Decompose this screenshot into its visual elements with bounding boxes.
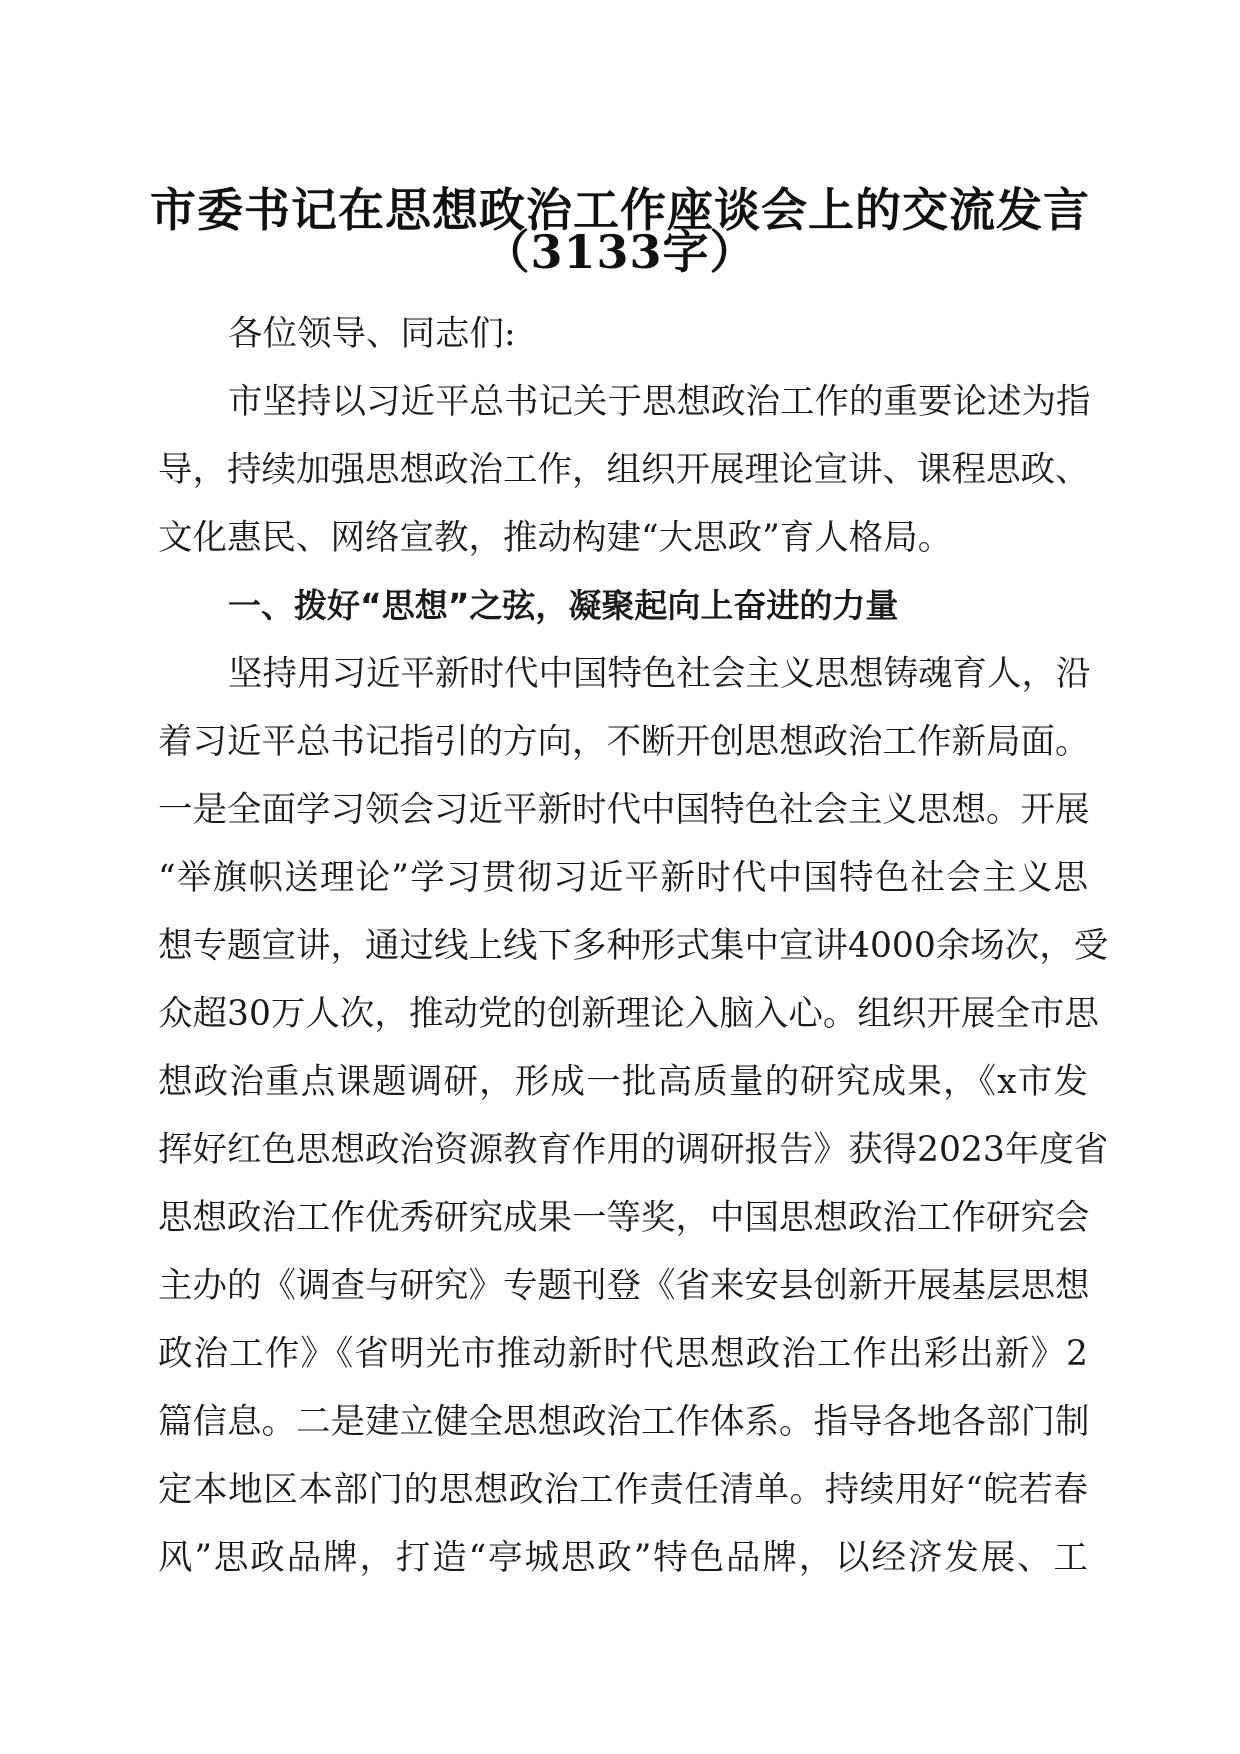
paragraph-line: 政治工作》《省明光市推动新时代思想政治工作出彩出新》2 xyxy=(158,1334,1088,1374)
document-subtitle: （3133字） xyxy=(483,225,757,279)
intro-line: 文化惠民、网络宣教，推动构建“大思政”育人格局。 xyxy=(158,518,953,558)
section-heading: 一、拨好“思想”之弦，凝聚起向上奋进的力量 xyxy=(228,586,899,625)
paragraph-line: 坚持用习近平新时代中国特色社会主义思想铸魂育人，沿 xyxy=(228,654,1091,694)
paragraph-line: 众超30万人次，推动党的创新理论入脑入心。组织开展全市思 xyxy=(158,994,1099,1034)
paragraph-line: 一是全面学习领会习近平新时代中国特色社会主义思想。开展 xyxy=(158,790,1090,830)
paragraph-line: 风”思政品牌，打造“亭城思政”特色品牌，以经济发展、工 xyxy=(158,1538,1088,1578)
paragraph-line: 定本地区本部门的思想政治工作责任清单。持续用好“皖若春 xyxy=(158,1470,1088,1510)
paragraph-line: 挥好红色思想政治资源教育作用的调研报告》获得2023年度省 xyxy=(158,1130,1109,1170)
paragraph-line: 篇信息。二是建立健全思想政治工作体系。指导各地各部门制 xyxy=(158,1402,1090,1442)
paragraph-line: 主办的《调查与研究》专题刊登《省来安县创新开展基层思想 xyxy=(158,1266,1090,1306)
intro-line: 导，持续加强思想政治工作，组织开展理论宣讲、课程思政、 xyxy=(158,450,1090,490)
paragraph-line: “举旗帜送理论”学习贯彻习近平新时代中国特色社会主义思 xyxy=(158,858,1088,898)
document-title: 市委书记在思想政治工作座谈会上的交流发言 xyxy=(150,183,1090,237)
salutation: 各位领导、同志们: xyxy=(228,314,516,354)
paragraph-line: 着习近平总书记指引的方向，不断开创思想政治工作新局面。 xyxy=(158,722,1090,762)
paragraph-line: 思想政治工作优秀研究成果一等奖，中国思想政治工作研究会 xyxy=(158,1198,1090,1238)
paragraph-line: 想专题宣讲，通过线上线下多种形式集中宣讲4000余场次，受 xyxy=(158,926,1109,966)
intro-line: 市坚持以习近平总书记关于思想政治工作的重要论述为指 xyxy=(228,382,1091,422)
document-body xyxy=(158,300,1109,1592)
paragraph-line: 想政治重点课题调研，形成一批高质量的研究成果，《x市发 xyxy=(158,1062,1088,1102)
